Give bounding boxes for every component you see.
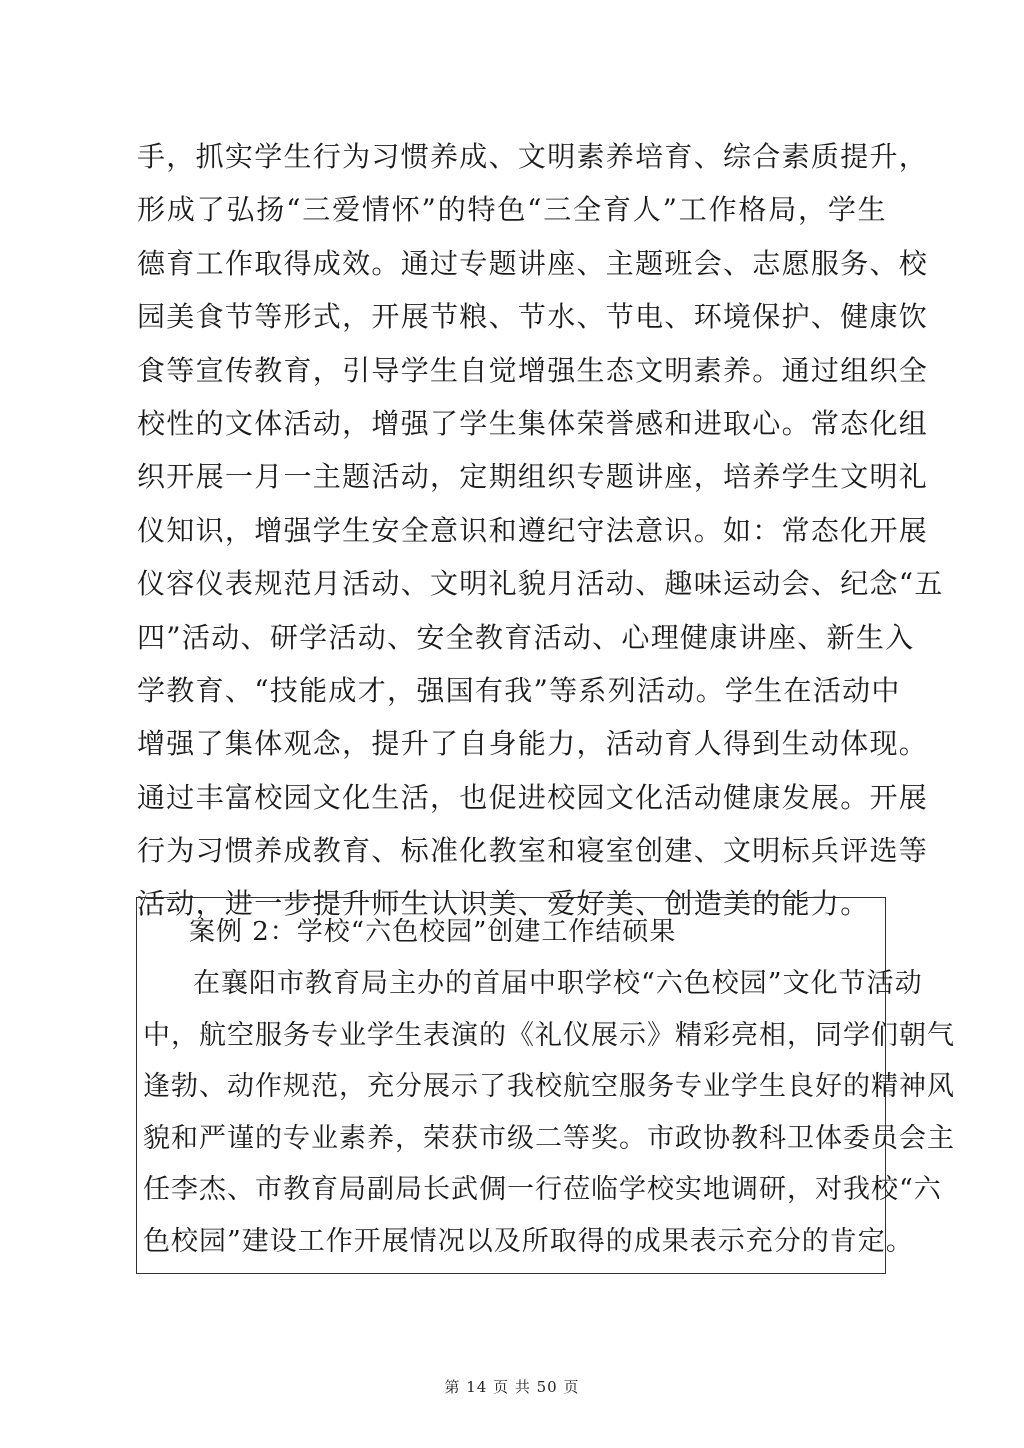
body-line: 行为习惯养成教育、标准化教室和寝室创建、文明标兵评选等 <box>137 834 929 868</box>
body-line: 活动，进一步提升师生认识美、爱好美、创造美的能力。 <box>137 887 870 921</box>
case-title: 案例 2：学校“六色校园”创建工作结硕果 <box>189 917 677 947</box>
case-line: 任李杰、市教育局副局长武倜一行莅临学校实地调研，对我校“六 <box>143 1174 942 1205</box>
case-line: 中，航空服务专业学生表演的《礼仪展示》精彩亮相，同学们朝气 <box>143 1019 955 1051</box>
page-number-footer: 第 14 页 共 50 页 <box>444 1378 580 1396</box>
case-line: 逢勃、动作规范，充分展示了我校航空服务专业学生良好的精神风 <box>143 1071 955 1102</box>
body-line: 校性的文体活动，增强了学生集体荣誉感和进取心。常态化组 <box>137 406 929 440</box>
body-line: 织开展一月一主题活动，定期组织专题讲座，培养学生文明礼 <box>137 460 929 494</box>
body-line: 四”活动、研学活动、安全教育活动、心理健康讲座、新生入 <box>137 620 915 654</box>
body-line: 增强了集体观念，提升了自身能力，活动育人得到生动体现。 <box>137 727 929 761</box>
case-line: 色校园”建设工作开展情况以及所取得的成果表示充分的肯定。 <box>143 1225 914 1257</box>
case-paragraph <box>143 958 955 1267</box>
body-line: 学教育、“技能成才，强国有我”等系列活动。学生在活动中 <box>137 673 901 707</box>
case-line: 貌和严谨的专业素养，荣获市级二等奖。市政协教科卫体委员会主 <box>143 1122 955 1154</box>
body-line: 手，抓实学生行为习惯养成、文明素养培育、综合素质提升， <box>137 140 929 173</box>
body-line: 仪知识，增强学生安全意识和遵纪守法意识。如：常态化开展 <box>137 513 929 547</box>
body-line: 德育工作取得成效。通过专题讲座、主题班会、志愿服务、校 <box>137 246 929 280</box>
body-line: 仪容仪表规范月活动、文明礼貌月活动、趣味运动会、纪念“五 <box>137 567 944 601</box>
body-line: 通过丰富校园文化生活，也促进校园文化活动健康发展。开展 <box>137 780 929 814</box>
body-line: 食等宣传教育，引导学生自觉增强生态文明素养。通过组织全 <box>137 353 929 387</box>
case-line: 在襄阳市教育局主办的首届中职学校“六色校园”文化节活动 <box>193 968 923 999</box>
body-line: 园美食节等形式，开展节粮、节水、节电、环境保护、健康饮 <box>137 300 929 334</box>
case-study-box <box>136 897 955 1274</box>
body-line: 形成了弘扬“三爱情怀”的特色“三全育人”工作格局，学生 <box>137 193 887 227</box>
body-paragraph <box>137 130 944 931</box>
